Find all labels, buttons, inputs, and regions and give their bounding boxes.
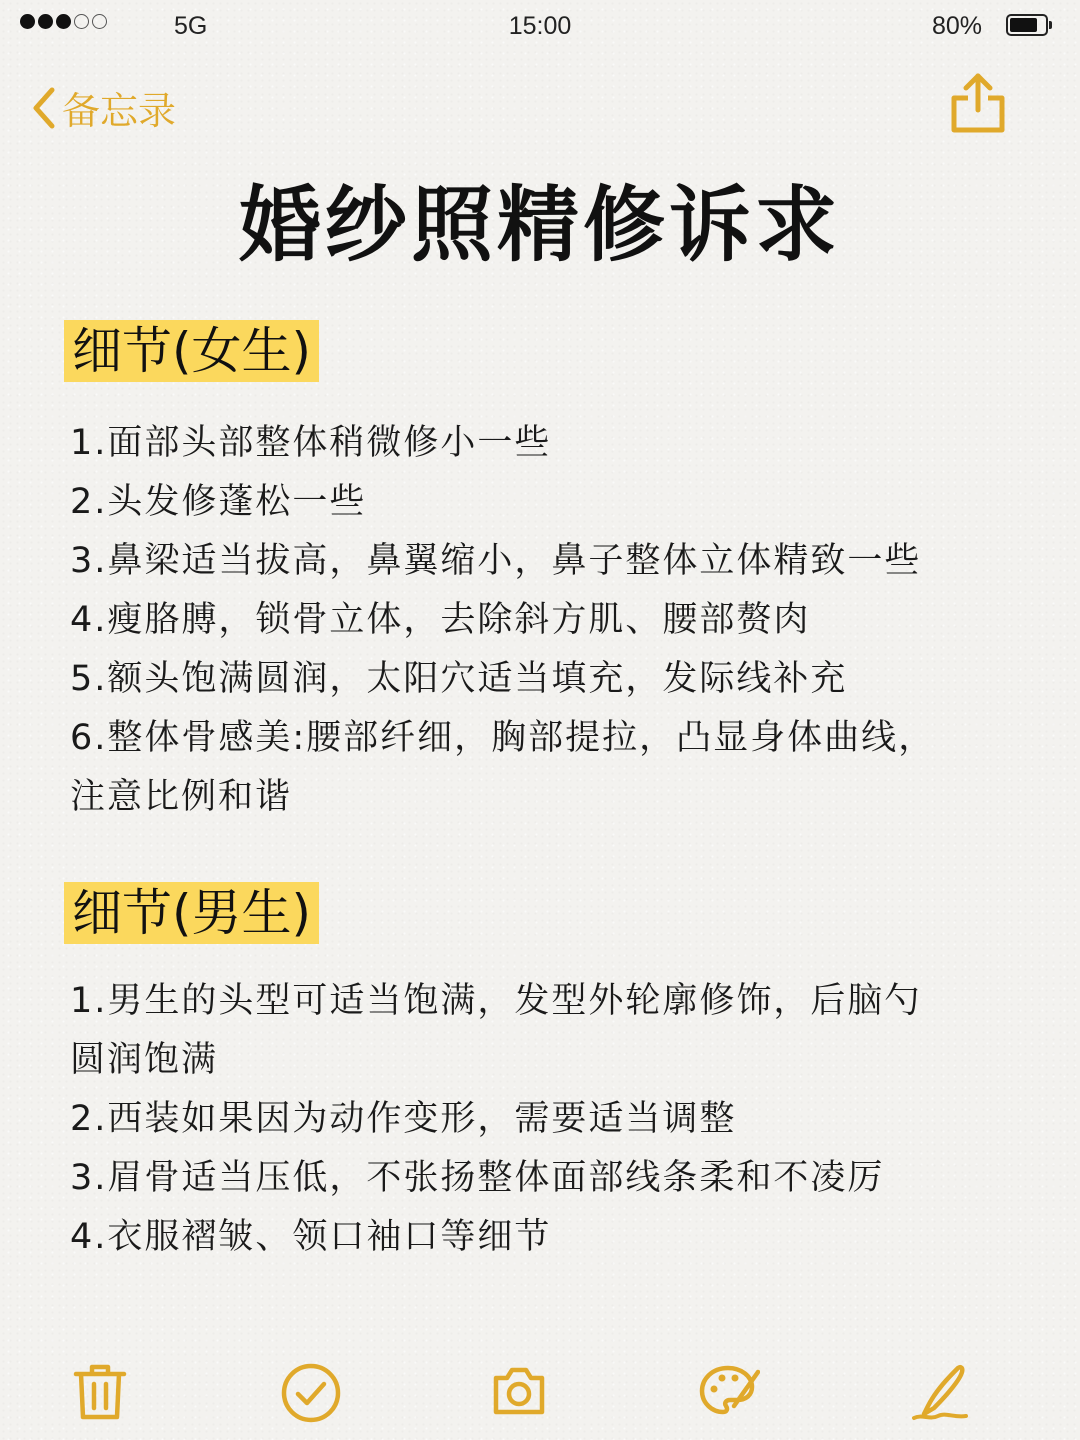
female-detail-list: [70, 414, 1030, 827]
list-item: 3.鼻梁适当拔高，鼻翼缩小，鼻子整体立体精致一些: [70, 541, 922, 581]
list-item: 4.衣服褶皱、领口袖口等细节: [70, 1217, 552, 1257]
list-item: 3.眉骨适当压低，不张扬整体面部线条柔和不凌厉: [70, 1158, 885, 1198]
checklist-icon: [280, 1362, 342, 1424]
camera-icon: [490, 1362, 548, 1418]
markup-button[interactable]: [696, 1362, 760, 1424]
male-detail-list: [70, 972, 1030, 1267]
share-icon: [948, 72, 1008, 134]
list-item: 2.西装如果因为动作变形，需要适当调整: [70, 1099, 737, 1139]
palette-icon: [696, 1362, 760, 1420]
pen-icon: [910, 1362, 970, 1424]
share-button[interactable]: [948, 72, 1008, 138]
list-item: 1.面部头部整体稍微修小一些: [70, 423, 552, 463]
battery-icon: [1006, 14, 1048, 36]
battery-percentage: 80%: [932, 12, 983, 40]
list-item: 圆润饱满: [70, 1040, 219, 1080]
trash-icon: [72, 1362, 128, 1422]
checklist-button[interactable]: [280, 1362, 342, 1428]
chevron-left-icon: [30, 86, 58, 130]
status-bar: [0, 0, 1080, 52]
list-item: 5.额头饱满圆润，太阳穴适当填充，发际线补充: [70, 659, 848, 699]
list-item: 6.整体骨感美:腰部纤细，胸部提拉，凸显身体曲线，: [70, 718, 936, 758]
status-time: 15:00: [508, 12, 572, 40]
back-label: 备忘录: [62, 89, 177, 133]
bottom-toolbar: [0, 1362, 1080, 1432]
list-item: 1.男生的头型可适当饱满，发型外轮廓修饰，后脑勺: [70, 981, 922, 1021]
compose-button[interactable]: [910, 1362, 970, 1428]
section-heading-female: 细节(女生): [64, 320, 319, 382]
list-item: 2.头发修蓬松一些: [70, 482, 367, 522]
camera-button[interactable]: [490, 1362, 548, 1422]
network-type: 5G: [174, 12, 208, 40]
section-heading-male: 细节(男生): [64, 882, 319, 944]
list-item: 注意比例和谐: [70, 777, 293, 817]
list-item: 4.瘦胳膊，锁骨立体，去除斜方肌、腰部赘肉: [70, 600, 811, 640]
delete-button[interactable]: [72, 1362, 128, 1426]
back-button[interactable]: [30, 80, 176, 135]
note-title: 婚纱照精修诉求: [238, 178, 841, 273]
